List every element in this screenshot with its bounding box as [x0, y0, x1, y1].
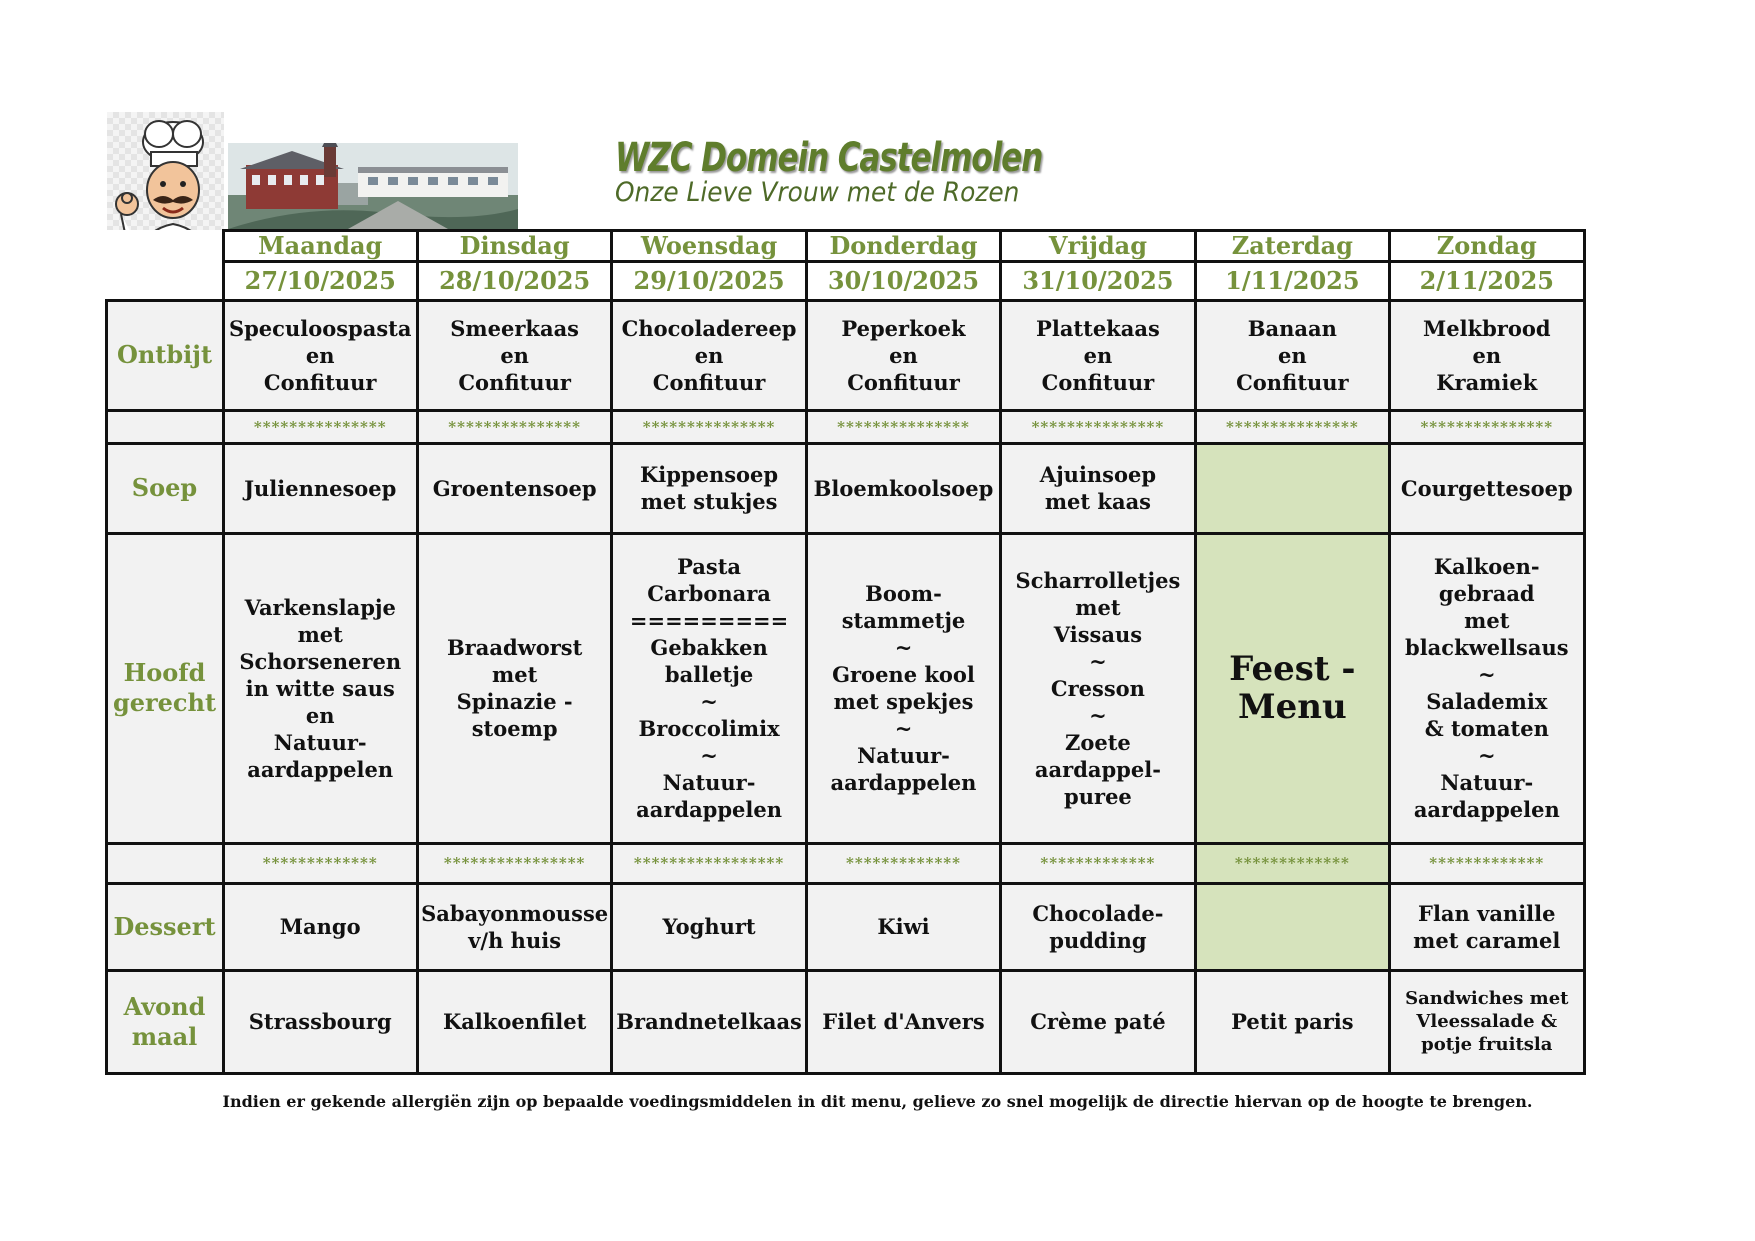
separator-label — [105, 842, 225, 885]
cell-line: ~ — [700, 689, 718, 714]
date-friday: 31/10/2025 — [999, 260, 1196, 302]
day-name-saturday: Zaterdag — [1194, 229, 1391, 263]
meal-cell — [1388, 442, 1585, 535]
separator-stars: **************** — [416, 842, 613, 885]
cell-line: Kippensoep — [640, 462, 779, 487]
separator-stars: ************* — [805, 842, 1002, 885]
date-monday: 27/10/2025 — [222, 260, 419, 302]
cell-line: met spekjes — [833, 689, 974, 714]
feest-menu-cell — [1194, 532, 1391, 845]
cell-line: Strassbourg — [248, 1009, 392, 1034]
date-tuesday: 28/10/2025 — [416, 260, 613, 302]
separator-stars: *************** — [610, 409, 807, 445]
separator-stars: ************* — [1194, 842, 1391, 885]
cell-line: & tomaten — [1424, 716, 1549, 741]
cell-line: Kalkoen- — [1433, 554, 1540, 579]
cell-line: aardappel- — [1034, 756, 1161, 782]
cell-line: Juliennesoep — [244, 475, 397, 501]
cell-line: Chocoladereep — [621, 315, 797, 341]
cell-line: Natuur- — [662, 770, 756, 795]
cell-line: met — [1075, 594, 1121, 620]
day-name-thursday: Donderdag — [805, 229, 1002, 263]
building-photo — [228, 143, 518, 229]
cell-line: Confituur — [1236, 369, 1349, 395]
cell-line: Boom- — [865, 581, 942, 606]
date-wednesday: 29/10/2025 — [610, 260, 807, 302]
cell-line: stoemp — [471, 716, 558, 741]
cell-line: Zoete — [1065, 729, 1131, 755]
cell-line: Broccolimix — [638, 716, 780, 741]
meal-cell — [1388, 299, 1585, 412]
cell-line: Brandnetelkaas — [616, 1009, 802, 1034]
meal-cell — [805, 882, 1002, 972]
cell-line: Petit paris — [1231, 1009, 1354, 1034]
cell-line: Courgettesoep — [1400, 475, 1573, 501]
cell-line: en — [500, 342, 529, 368]
cell-line: met kaas — [1044, 489, 1152, 514]
meal-cell — [222, 969, 419, 1075]
cell-line: balletje — [664, 662, 754, 687]
cell-line: Groentensoep — [432, 475, 597, 501]
cell-line: Ajuinsoep — [1039, 462, 1157, 487]
cell-line: en — [305, 342, 335, 368]
cell-line: Vleessalade & — [1416, 1011, 1558, 1032]
cell-line: Gebakken — [650, 635, 768, 660]
cell-line: aardappelen — [636, 797, 783, 822]
cell-line: en — [305, 702, 335, 728]
meal-cell — [805, 442, 1002, 535]
corner-blank — [106, 261, 223, 300]
cell-line: Cresson — [1050, 675, 1145, 701]
date-thursday: 30/10/2025 — [805, 260, 1002, 302]
meal-cell — [1194, 299, 1391, 412]
feest-cell-empty — [1194, 882, 1391, 972]
cell-line: Natuur- — [1440, 770, 1534, 795]
cell-line: ~ — [1477, 743, 1496, 768]
meal-cell — [222, 442, 419, 535]
allergy-footnote: Indien er gekende allergiën zijn op bepaalde voedingsmiddelen in dit menu, gelieve zo snel mogelijk de directie hiervan op de hoogte te brengen. — [222, 1092, 1533, 1111]
cell-line: Natuur- — [857, 743, 950, 768]
meal-cell — [1194, 969, 1391, 1075]
cell-line: Confituur — [652, 369, 766, 395]
separator-stars: *************** — [416, 409, 613, 445]
title-block — [615, 135, 1043, 208]
cell-line: Sandwiches met — [1405, 988, 1569, 1009]
meal-cell — [610, 442, 807, 535]
cell-line: Confituur — [263, 369, 377, 395]
cell-line: ~ — [700, 743, 718, 768]
cell-line: pudding — [1049, 927, 1147, 953]
corner-blank — [106, 230, 223, 261]
day-name-friday: Vrijdag — [999, 229, 1196, 263]
cell-line: Plattekaas — [1036, 315, 1160, 341]
cell-line: Peperkoek — [841, 315, 966, 341]
cell-line: met — [297, 621, 343, 647]
cell-line: Schorseneren — [239, 648, 402, 674]
cell-line: blackwellsaus — [1405, 635, 1569, 660]
meal-cell — [1388, 532, 1585, 845]
day-name-monday: Maandag — [222, 229, 419, 263]
cell-line: Confituur — [1041, 369, 1155, 395]
cell-line: gerecht — [112, 688, 217, 717]
cell-line: met caramel — [1413, 927, 1561, 953]
cell-line: met — [1464, 608, 1510, 633]
cell-line: ~ — [1089, 648, 1107, 674]
meal-cell — [416, 969, 613, 1075]
meal-cell — [416, 882, 613, 972]
row-label-hoofdgerecht — [105, 532, 225, 845]
cell-line: Spinazie - — [456, 689, 573, 714]
row-label-avondmaal — [105, 969, 225, 1075]
meal-cell — [416, 442, 613, 535]
meal-cell — [610, 532, 807, 845]
cell-line: Crème paté — [1030, 1009, 1166, 1034]
cell-line: Hoofd — [123, 658, 206, 687]
cell-line: en — [889, 342, 918, 368]
cell-line: potje fruitsla — [1421, 1034, 1553, 1055]
cell-line: Filet d'Anvers — [822, 1009, 985, 1034]
cell-line: Kiwi — [877, 914, 930, 939]
cell-line: maal — [131, 1021, 198, 1051]
separator-stars: *************** — [222, 409, 419, 445]
date-sunday: 2/11/2025 — [1388, 260, 1585, 302]
cell-line: ========= — [629, 608, 789, 633]
cell-line: Yoghurt — [662, 914, 756, 939]
weekly-menu-table — [106, 230, 1584, 1083]
cell-line: puree — [1064, 783, 1132, 809]
cell-line: aardappelen — [830, 770, 977, 795]
row-label-ontbijt: Ontbijt — [105, 299, 225, 412]
meal-cell — [222, 882, 419, 972]
cell-line: Vissaus — [1053, 621, 1143, 647]
cell-line: Feest - — [1229, 649, 1356, 689]
cell-line: Varkenslapje — [244, 594, 396, 620]
cell-line: Chocolade- — [1032, 900, 1164, 926]
cell-line: Banaan — [1247, 315, 1337, 341]
meal-cell — [805, 299, 1002, 412]
cell-line: Melkbrood — [1422, 315, 1551, 341]
cell-line: Confituur — [847, 369, 960, 395]
day-name-sunday: Zondag — [1388, 229, 1585, 263]
cell-line: Mango — [279, 914, 361, 939]
meal-cell — [416, 299, 613, 412]
meal-cell — [999, 969, 1196, 1075]
meal-cell — [610, 882, 807, 972]
cell-line: Confituur — [458, 369, 571, 395]
meal-cell — [999, 442, 1196, 535]
cell-line: Pasta Carbonara — [647, 554, 771, 606]
cell-line: Smeerkaas — [450, 315, 580, 341]
page-subtitle: Onze Lieve Vrouw met de Rozen — [615, 177, 1020, 208]
meal-cell — [222, 532, 419, 845]
cell-line: Menu — [1237, 687, 1347, 727]
row-label-soep: Soep — [105, 442, 225, 535]
cell-line: Kalkoenfilet — [442, 1009, 587, 1034]
meal-cell — [416, 532, 613, 845]
cell-line: Kramiek — [1436, 369, 1538, 395]
cell-line: Speculoospasta — [228, 315, 412, 341]
row-label-dessert: Dessert — [105, 882, 225, 972]
cell-line: aardappelen — [1413, 797, 1560, 822]
cell-line: en — [1083, 342, 1113, 368]
cell-line: ~ — [1089, 702, 1107, 728]
cell-line: en — [1278, 342, 1307, 368]
day-name-tuesday: Dinsdag — [416, 229, 613, 263]
cell-line: stammetje — [841, 608, 966, 633]
cell-line: Natuur- — [273, 729, 367, 755]
cell-line: ~ — [894, 716, 913, 741]
separator-stars: ************* — [1388, 842, 1585, 885]
cell-line: aardappelen — [247, 756, 394, 782]
cell-line: ~ — [894, 635, 913, 660]
separator-stars: ***************** — [610, 842, 807, 885]
cell-line: Avond — [123, 991, 206, 1021]
cell-line: Groene kool — [832, 662, 975, 687]
separator-stars: *************** — [999, 409, 1196, 445]
cell-line: Salademix — [1426, 689, 1548, 714]
meal-cell — [999, 299, 1196, 412]
meal-cell — [999, 882, 1196, 972]
cell-line: Bloemkoolsoep — [813, 475, 994, 501]
separator-stars: ************* — [999, 842, 1196, 885]
date-saturday: 1/11/2025 — [1194, 260, 1391, 302]
meal-cell — [222, 299, 419, 412]
meal-cell — [1388, 969, 1585, 1075]
page-title: WZC Domein Castelmolen — [615, 135, 1043, 181]
cell-line: Braadworst — [446, 635, 583, 660]
meal-cell — [610, 299, 807, 412]
cell-line: in witte saus — [245, 675, 395, 701]
cell-line: v/h huis — [468, 927, 562, 953]
meal-cell — [1388, 882, 1585, 972]
cell-line: Flan vanille — [1418, 900, 1556, 926]
cell-line: met — [491, 662, 538, 687]
separator-stars: ************* — [222, 842, 419, 885]
cell-line: gebraad — [1438, 581, 1535, 606]
meal-cell — [610, 969, 807, 1075]
cell-line: en — [1472, 342, 1502, 368]
cell-line: met stukjes — [640, 489, 778, 514]
feest-cell-empty — [1194, 442, 1391, 535]
cell-line: Sabayonmousse — [421, 900, 609, 926]
separator-label — [105, 409, 225, 445]
cell-line: ~ — [1477, 662, 1496, 687]
day-name-wednesday: Woensdag — [610, 229, 807, 263]
cell-line: en — [694, 342, 724, 368]
cell-line: Scharrolletjes — [1015, 567, 1181, 593]
separator-stars: *************** — [1194, 409, 1391, 445]
separator-stars: *************** — [1388, 409, 1585, 445]
meal-cell — [805, 969, 1002, 1075]
meal-cell — [805, 532, 1002, 845]
separator-stars: *************** — [805, 409, 1002, 445]
meal-cell — [999, 532, 1196, 845]
